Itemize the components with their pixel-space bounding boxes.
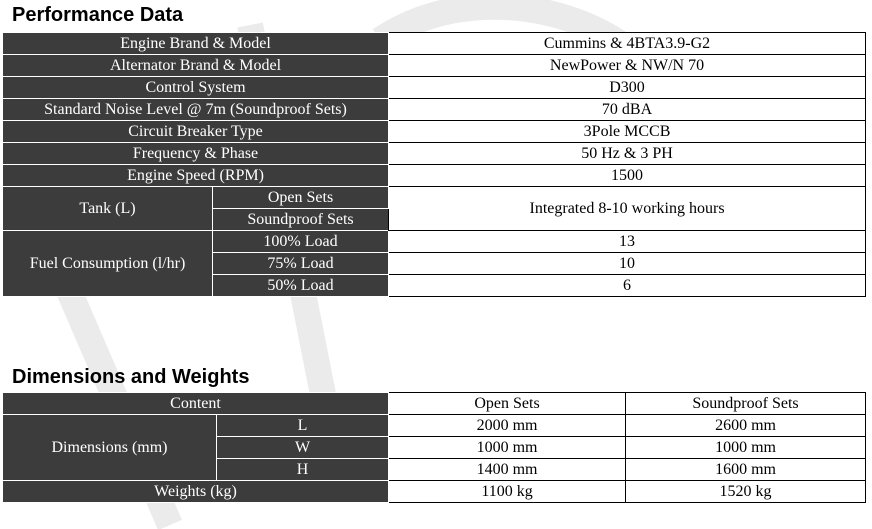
header-content: Content — [3, 393, 389, 415]
tank-sub-open: Open Sets — [213, 187, 389, 209]
dimension-soundproof-value: 1000 mm — [626, 437, 866, 459]
tank-value: Integrated 8-10 working hours — [389, 187, 866, 231]
dimension-axis: L — [217, 415, 389, 437]
fuel-value: 10 — [389, 253, 866, 275]
table-row — [3, 415, 866, 437]
fuel-label: Fuel Consumption (l/hr) — [3, 231, 213, 297]
table-row — [3, 481, 866, 503]
dimension-open-value: 1400 mm — [389, 459, 626, 481]
dimensions-table — [2, 392, 866, 503]
fuel-load: 100% Load — [213, 231, 389, 253]
table-row — [3, 143, 866, 165]
fuel-load: 75% Load — [213, 253, 389, 275]
performance-data-title: Performance Data — [12, 4, 184, 26]
dimension-open-value: 2000 mm — [389, 415, 626, 437]
row-value: 70 dBA — [389, 99, 866, 121]
weights-open-value: 1100 kg — [389, 481, 626, 503]
table-row — [3, 187, 866, 209]
header-soundproof-sets: Soundproof Sets — [626, 393, 866, 415]
table-row — [3, 165, 866, 187]
performance-table — [2, 32, 866, 297]
dimension-axis: W — [217, 437, 389, 459]
dimension-soundproof-value: 2600 mm — [626, 415, 866, 437]
table-row — [3, 231, 866, 253]
tank-sub-soundproof: Soundproof Sets — [213, 209, 389, 231]
dimension-axis: H — [217, 459, 389, 481]
dimensions-label: Dimensions (mm) — [3, 415, 217, 481]
row-value: D300 — [389, 77, 866, 99]
row-value: Cummins & 4BTA3.9-G2 — [389, 33, 866, 55]
table-row — [3, 77, 866, 99]
row-label: Engine Brand & Model — [3, 33, 389, 55]
table-header-row — [3, 393, 866, 415]
row-label: Control System — [3, 77, 389, 99]
row-value: 1500 — [389, 165, 866, 187]
row-value: 50 Hz & 3 PH — [389, 143, 866, 165]
table-row — [3, 121, 866, 143]
table-row — [3, 33, 866, 55]
dimension-soundproof-value: 1600 mm — [626, 459, 866, 481]
weights-label: Weights (kg) — [3, 481, 389, 503]
row-label: Frequency & Phase — [3, 143, 389, 165]
row-value: NewPower & NW/N 70 — [389, 55, 866, 77]
dimensions-weights-title: Dimensions and Weights — [12, 366, 250, 388]
dimension-open-value: 1000 mm — [389, 437, 626, 459]
tank-label: Tank (L) — [3, 187, 213, 231]
row-label: Circuit Breaker Type — [3, 121, 389, 143]
row-label: Standard Noise Level @ 7m (Soundproof Sets) — [3, 99, 389, 121]
fuel-load: 50% Load — [213, 275, 389, 297]
row-label: Alternator Brand & Model — [3, 55, 389, 77]
table-row — [3, 55, 866, 77]
fuel-value: 13 — [389, 231, 866, 253]
row-label: Engine Speed (RPM) — [3, 165, 389, 187]
table-row — [3, 99, 866, 121]
weights-soundproof-value: 1520 kg — [626, 481, 866, 503]
header-open-sets: Open Sets — [389, 393, 626, 415]
fuel-value: 6 — [389, 275, 866, 297]
row-value: 3Pole MCCB — [389, 121, 866, 143]
